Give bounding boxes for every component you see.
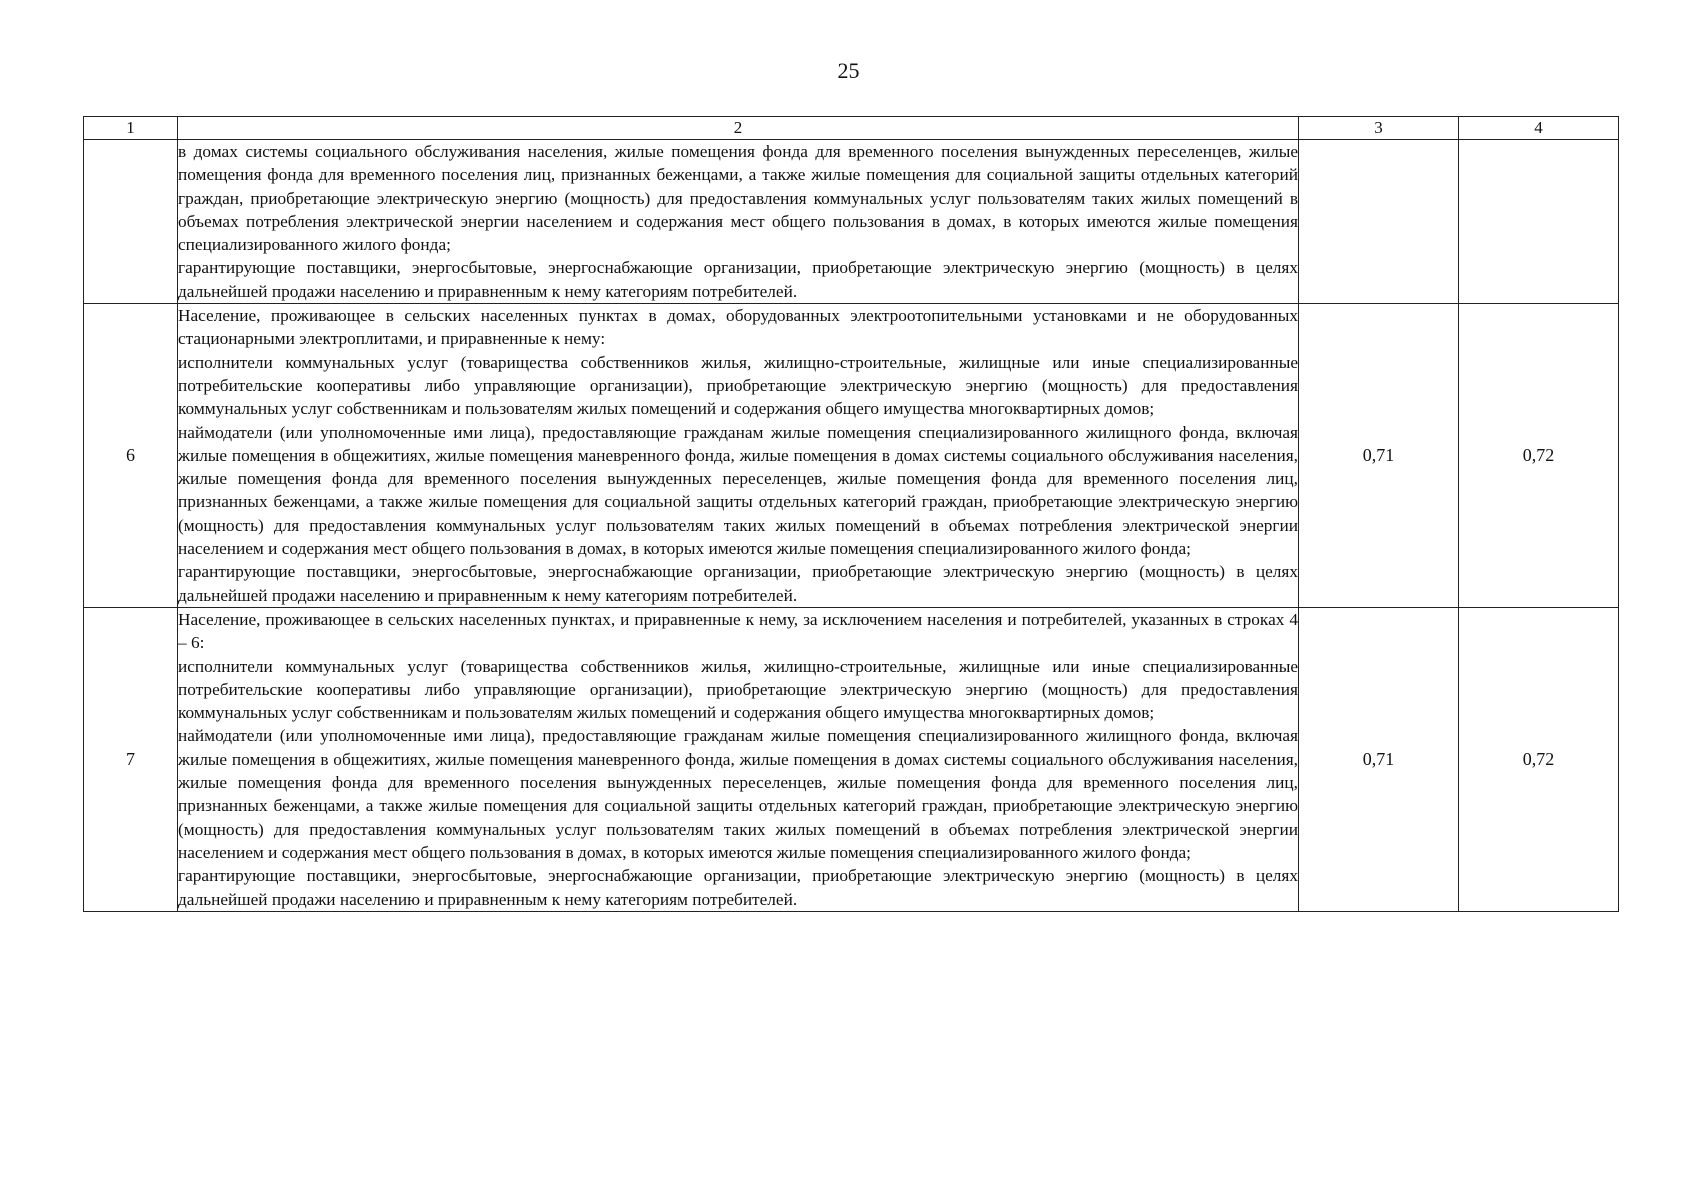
row-value-col4: 0,72 xyxy=(1459,607,1619,911)
row-value-col4: 0,72 xyxy=(1459,304,1619,608)
table-row xyxy=(84,607,1619,911)
column-header-2: 2 xyxy=(178,117,1299,140)
column-header-3: 3 xyxy=(1299,117,1459,140)
description-paragraph: Население, проживающее в сельских населенных пунктах в домах, оборудованных электроотопительными установками и не оборудованных стационарными электроплитами, и приравненные к нему: xyxy=(178,306,1298,349)
column-header-1: 1 xyxy=(84,117,178,140)
row-number: 7 xyxy=(84,607,178,911)
description-paragraph: гарантирующие поставщики, энергосбытовые, энергоснабжающие организации, приобретающие электрическую энергию (мощность) в целях дальнейшей продажи населению и приравненным к нему категориям потребителей. xyxy=(178,866,1298,909)
description-paragraph: наймодатели (или уполномоченные ими лица), предоставляющие гражданам жилые помещения специализированного жилищного фонда, включая жилые помещения в общежитиях, жилые помещения маневренного фонда, жилые помещения в домах системы социального обслуживания населения, жилые помещения фонда для временного поселения вынужденных переселенцев, жилые помещения фонда для временного поселения лиц, признанных беженцами, а также жилые помещения для социальной защиты отдельных категорий граждан, приобретающие электрическую энергию (мощность) для предоставления коммунальных услуг пользователям таких жилых помещений в объемах потребления электрической энергии населением и содержания мест общего пользования в домах, в которых имеются жилые помещения специализированного жилого фонда; xyxy=(178,422,1298,559)
row-number xyxy=(84,140,178,304)
row-value-col3: 0,71 xyxy=(1299,304,1459,608)
table-row xyxy=(84,304,1619,608)
row-value-col3 xyxy=(1299,140,1459,304)
row-description xyxy=(178,607,1299,911)
table-header-row xyxy=(84,117,1619,140)
description-paragraph: гарантирующие поставщики, энергосбытовые, энергоснабжающие организации, приобретающие электрическую энергию (мощность) в целях дальнейшей продажи населению и приравненным к нему категориям потребителей. xyxy=(178,258,1298,301)
description-paragraph: исполнители коммунальных услуг (товарищества собственников жилья, жилищно-строительные, жилищные или иные специализированные потребительские кооперативы либо управляющие организации), приобретающие электрическую энергию (мощность) для предоставления коммунальных услуг собственникам и пользователям жилых помещений и содержания общего имущества многоквартирных домов; xyxy=(178,656,1298,723)
description-paragraph: Население, проживающее в сельских населенных пунктах, и приравненные к нему, за исключением населения и потребителей, указанных в строках 4 – 6: xyxy=(178,609,1298,653)
row-value-col4 xyxy=(1459,140,1619,304)
description-paragraph: исполнители коммунальных услуг (товарищества собственников жилья, жилищно-строительные, жилищные или иные специализированные потребительские кооперативы либо управляющие организации), приобретающие электрическую энергию (мощность) для предоставления коммунальных услуг собственникам и пользователям жилых помещений и содержания общего имущества многоквартирных домов; xyxy=(178,352,1298,419)
tariff-table xyxy=(83,116,1619,912)
page-number: 25 xyxy=(837,58,860,83)
column-header-4: 4 xyxy=(1459,117,1619,140)
description-paragraph: в домах системы социального обслуживания населения, жилые помещения фонда для временного поселения вынужденных переселенцев, жилые помещения фонда для временного поселения лиц, признанных беженцами, а также жилые помещения для социальной защиты отдельных категорий граждан, приобретающие электрическую энергию (мощность) для предоставления коммунальных услуг пользователям таких жилых помещений в объемах потребления электрической энергии населением и содержания мест общего пользования в домах, в которых имеются жилые помещения специализированного жилого фонда; xyxy=(178,142,1298,255)
row-number: 6 xyxy=(84,304,178,608)
description-paragraph: гарантирующие поставщики, энергосбытовые, энергоснабжающие организации, приобретающие электрическую энергию (мощность) в целях дальнейшей продажи населению и приравненным к нему категориям потребителей. xyxy=(178,562,1298,605)
table-row xyxy=(84,140,1619,304)
description-paragraph: наймодатели (или уполномоченные ими лица), предоставляющие гражданам жилые помещения специализированного жилищного фонда, включая жилые помещения в общежитиях, жилые помещения маневренного фонда, жилые помещения в домах системы социального обслуживания населения, жилые помещения фонда для временного поселения вынужденных переселенцев, жилые помещения фонда для временного поселения лиц, признанных беженцами, а также жилые помещения для социальной защиты отдельных категорий граждан, приобретающие электрическую энергию (мощность) для предоставления коммунальных услуг пользователям таких жилых помещений в объемах потребления электрической энергии населением и содержания мест общего пользования в домах, в которых имеются жилые помещения специализированного жилого фонда; xyxy=(178,726,1298,862)
row-value-col3: 0,71 xyxy=(1299,607,1459,911)
row-description xyxy=(178,304,1299,608)
row-description xyxy=(178,140,1299,304)
